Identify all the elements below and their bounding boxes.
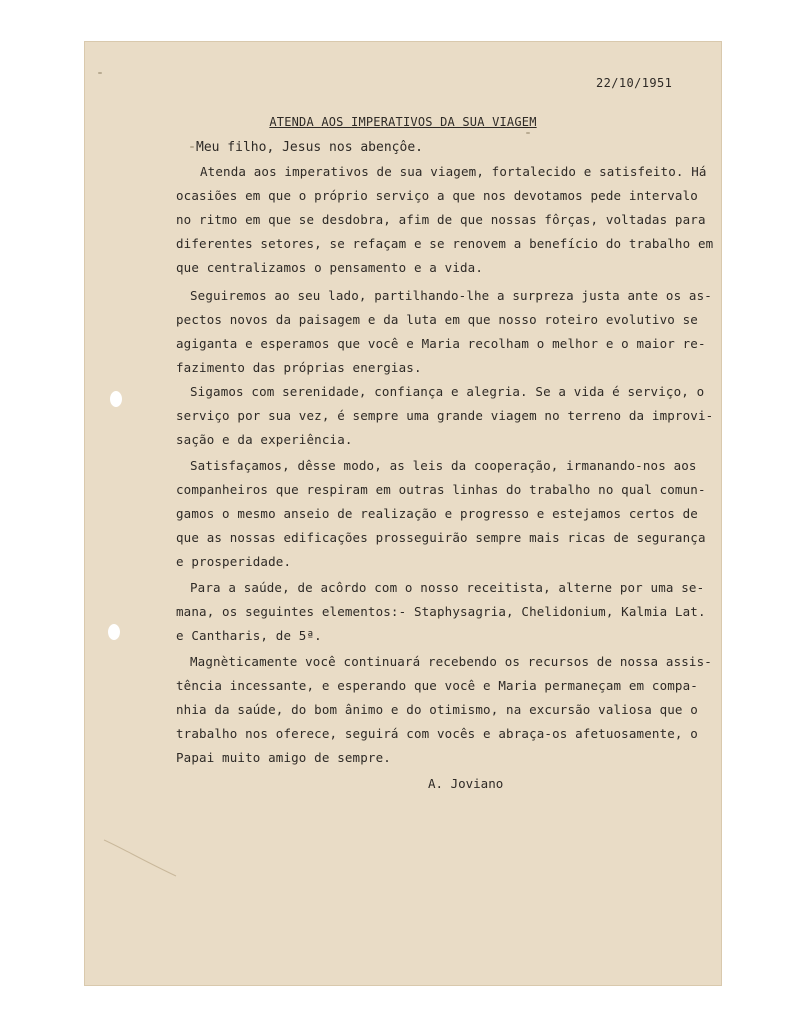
body-line: Magnèticamente você continuará recebendo os recursos de nossa assis- [190,654,712,669]
body-line: pectos novos da paisagem e da luta em que nosso roteiro evolutivo se [176,312,698,327]
body-line: no ritmo em que se desdobra, afim de que nossas fôrças, voltadas para [176,212,706,227]
body-line: fazimento das próprias energias. [176,360,422,375]
paper-crease-mark [102,838,182,878]
body-line: que as nossas edificações prosseguirão sempre mais ricas de segurança [176,530,706,545]
body-line: Atenda aos imperativos de sua viagem, fortalecido e satisfeito. Há [200,164,707,179]
body-line: Satisfaçamos, dêsse modo, as leis da cooperação, irmanando-nos aos [190,458,697,473]
body-line: Papai muito amigo de sempre. [176,750,391,765]
body-line: Para a saúde, de acôrdo com o nosso receitista, alterne por uma se- [190,580,705,595]
paper-speck [526,132,530,134]
letter-date: 22/10/1951 [596,76,673,90]
paper-speck [98,72,102,74]
punch-hole-lower [108,624,120,640]
body-line: companheiros que respiram em outras linhas do trabalho no qual comun- [176,482,706,497]
body-line: agiganta e esperamos que você e Maria recolham o melhor e o maior re- [176,336,706,351]
body-line: tência incessante, e esperando que você e Maria permaneçam em compa- [176,678,698,693]
paper-speck [190,146,194,148]
body-line: e Cantharis, de 5ª. [176,628,322,643]
letter-salutation: Meu filho, Jesus nos abençôe. [196,140,423,155]
body-line: Sigamos com serenidade, confiança e alegria. Se a vida é serviço, o [190,384,705,399]
body-line: nhia da saúde, do bom ânimo e do otimismo, na excursão valiosa que o [176,702,698,717]
punch-hole-upper [110,391,122,407]
letter-signature: A. Joviano [428,776,504,791]
body-line: diferentes setores, se refaçam e se renovem a benefício do trabalho em [176,236,714,251]
body-line: gamos o mesmo anseio de realização e progresso e estejamos certos de [176,506,698,521]
body-line: que centralizamos o pensamento e a vida. [176,260,484,275]
body-line: Seguiremos ao seu lado, partilhando-lhe a surpreza justa ante os as- [190,288,712,303]
body-line: trabalho nos oferece, seguirá com vocês e abraça-os afetuosamente, o [176,726,698,741]
body-line: serviço por sua vez, é sempre uma grande viagem no terreno da improvi- [176,408,714,423]
body-line: ocasiões em que o próprio serviço a que nos devotamos pede intervalo [176,188,698,203]
body-line: sação e da experiência. [176,432,353,447]
body-line: e prosperidade. [176,554,292,569]
body-line: mana, os seguintes elementos:- Staphysagria, Chelidonium, Kalmia Lat. [176,604,706,619]
letter-title: ATENDA AOS IMPERATIVOS DA SUA VIAGEM [269,115,537,129]
